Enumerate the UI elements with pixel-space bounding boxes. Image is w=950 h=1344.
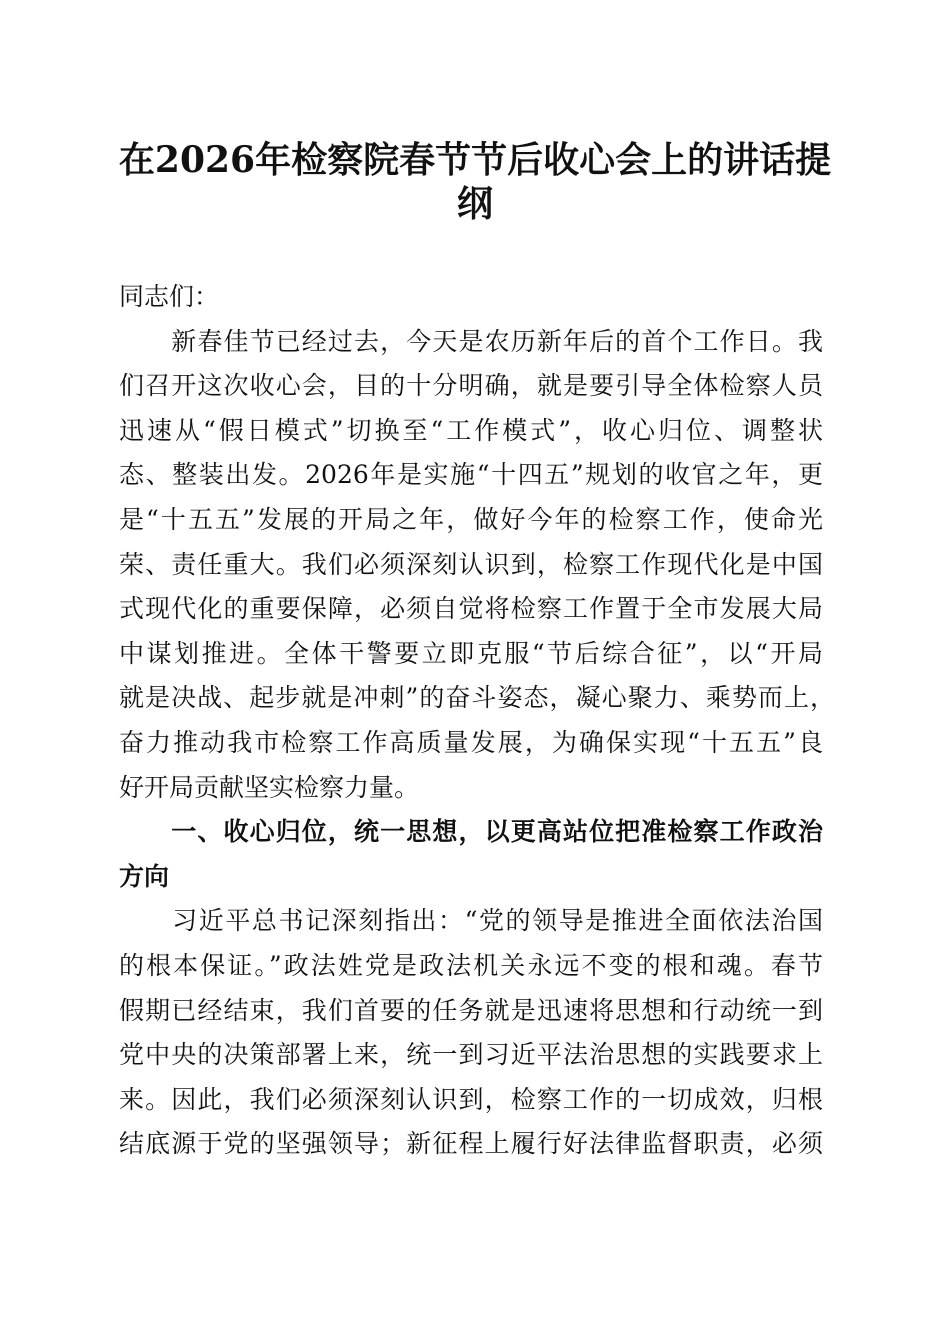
paragraph-line: 态、整装出发。2026年是实施“十四五”规划的收官之年，更 bbox=[119, 460, 823, 490]
paragraph-line: 迅速从“假日模式”切换至“工作模式”，收心归位、调整状 bbox=[119, 415, 823, 445]
paragraph-line: 结底源于党的坚强领导；新征程上履行好法律监督职责，必须 bbox=[119, 1129, 823, 1159]
paragraph-line: 假期已经结束，我们首要的任务就是迅速将思想和行动统一到 bbox=[119, 995, 823, 1025]
title-line-2: 纲 bbox=[456, 183, 493, 225]
title-line-1: 在2026年检察院春节节后收心会上的讲话提 bbox=[118, 139, 832, 181]
paragraph-line: 习近平总书记深刻指出：“党的领导是推进全面依法治国 bbox=[119, 906, 823, 936]
paragraph-line: 是“十五五”发展的开局之年，做好今年的检察工作，使命光 bbox=[119, 504, 823, 534]
paragraph-line: 好开局贡献坚实检察力量。 bbox=[119, 772, 420, 802]
paragraph-line: 奋力推动我市检察工作高质量发展，为确保实现“十五五”良 bbox=[119, 727, 823, 757]
paragraph-line: 就是决战、起步就是冲刺”的奋斗姿态，凝心聚力、乘势而上， bbox=[119, 683, 835, 713]
paragraph-line: 党中央的决策部署上来，统一到习近平法治思想的实践要求上 bbox=[119, 1040, 823, 1070]
body-lines bbox=[119, 320, 835, 1167]
paragraph-line: 荣、责任重大。我们必须深刻认识到，检察工作现代化是中国 bbox=[119, 549, 823, 579]
section-heading-line: 方向 bbox=[119, 861, 170, 891]
section-heading-line: 一、收心归位，统一思想，以更高站位把准检察工作政治 bbox=[119, 817, 823, 847]
paragraph-line: 式现代化的重要保障，必须自觉将检察工作置于全市发展大局 bbox=[119, 594, 823, 624]
document-body bbox=[119, 275, 835, 1167]
document-title bbox=[100, 138, 850, 226]
salutation: 同志们： bbox=[119, 282, 220, 311]
paragraph-line: 新春佳节已经过去，今天是农历新年后的首个工作日。我 bbox=[119, 326, 823, 356]
paragraph-line: 中谋划推进。全体干警要立即克服“节后综合征”，以“开局 bbox=[119, 638, 823, 668]
paragraph-line: 们召开这次收心会，目的十分明确，就是要引导全体检察人员 bbox=[119, 371, 823, 401]
paragraph-line: 来。因此，我们必须深刻认识到，检察工作的一切成效，归根 bbox=[119, 1084, 823, 1114]
paragraph-line: 的根本保证。”政法姓党是政法机关永远不变的根和魂。春节 bbox=[119, 950, 823, 980]
